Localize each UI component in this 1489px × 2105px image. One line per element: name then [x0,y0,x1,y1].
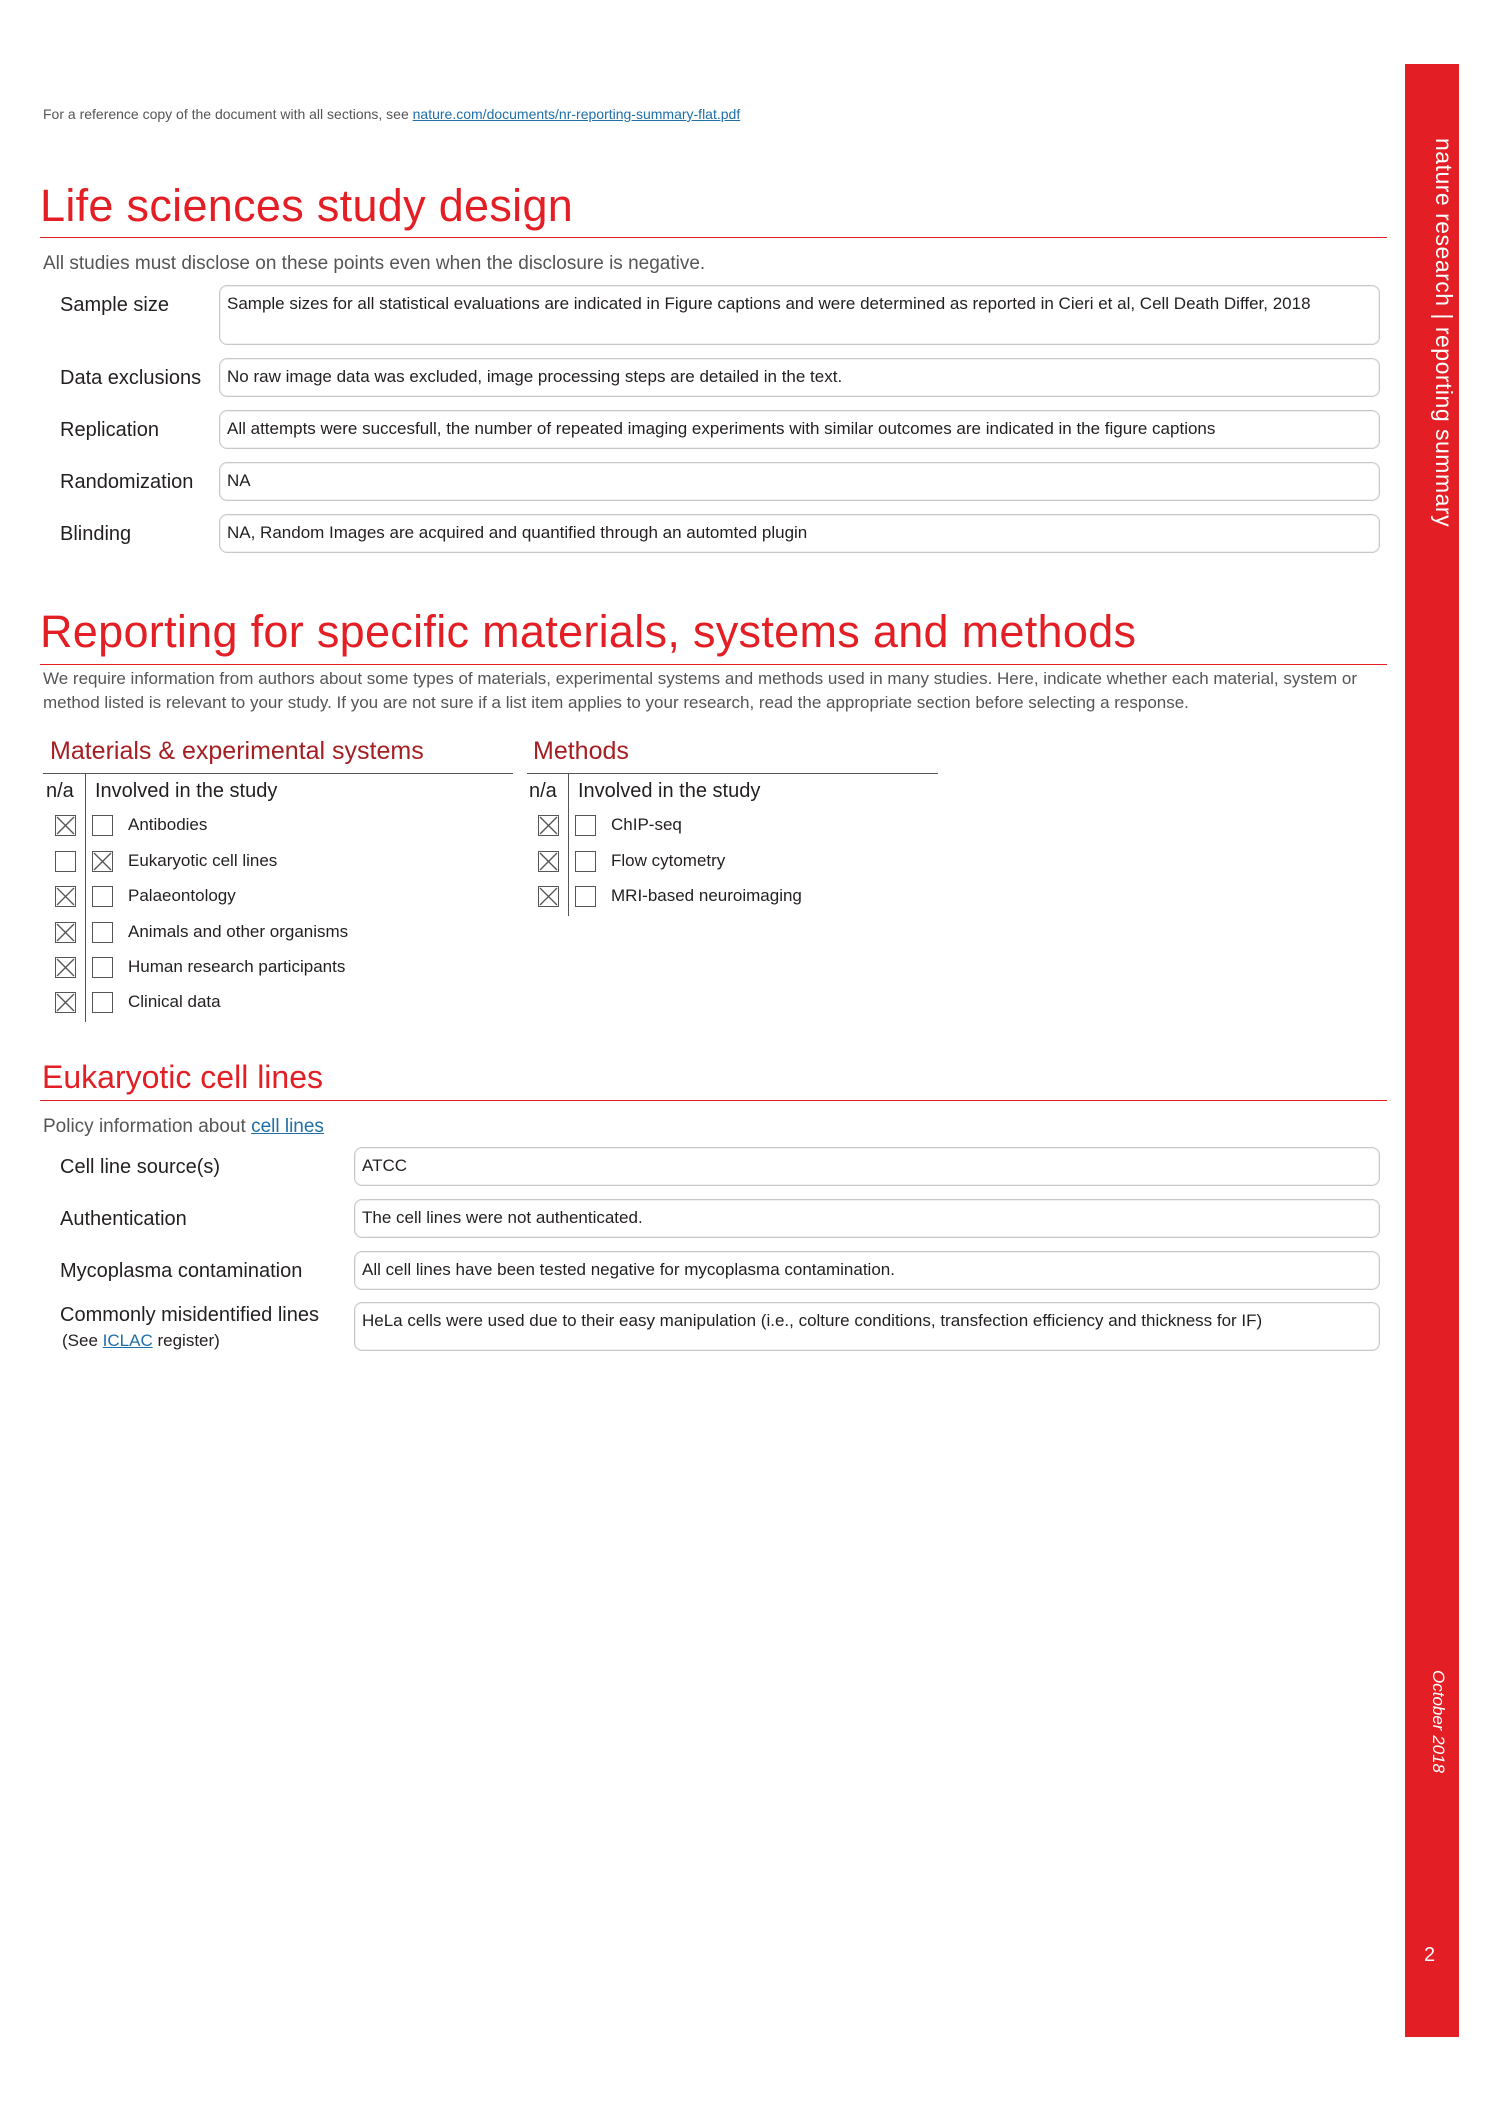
mycoplasma-field[interactable]: All cell lines have been tested negative for mycoplasma contamination. [354,1251,1380,1290]
page-number: 2 [1424,1944,1436,1966]
materials-rule [43,773,513,774]
replication-field[interactable]: All attempts were succesfull, the number of repeated imaging experiments with similar outcomes are indicated in the figure captions [219,410,1380,449]
palaeontology-involved-checkbox[interactable] [92,886,113,907]
authentication-label: Authentication [60,1208,187,1230]
flow-cytometry-na-checkbox[interactable] [538,851,559,872]
reporting-intro: We require information from authors about some types of materials, experimental systems and methods used in many studies. Here, indicate whether each material, system or method listed is relevant to your study. If you are not sure if a list item applies to your research, read the appropriate section before selecting a response. [43,669,1358,712]
antibodies-involved-checkbox[interactable] [92,815,113,836]
palaeontology-label: Palaeontology [128,886,236,905]
mri-label: MRI-based neuroimaging [611,886,802,905]
palaeontology-na-checkbox[interactable] [55,886,76,907]
clinical-data-na-checkbox[interactable] [55,992,76,1013]
chip-seq-involved-checkbox[interactable] [575,815,596,836]
reference-link[interactable]: nature.com/documents/nr-reporting-summary-flat.pdf [412,106,741,122]
flow-cytometry-involved-checkbox[interactable] [575,851,596,872]
mycoplasma-label: Mycoplasma contamination [60,1260,303,1282]
iclac-suffix: register) [157,1331,220,1350]
sample-size-field[interactable]: Sample sizes for all statistical evaluations are indicated in Figure captions and were determined as reported in Cieri et al, Cell Death Differ, 2018 [219,285,1380,345]
clinical-data-label: Clinical data [128,992,221,1011]
life-sciences-title: Life sciences study design [40,180,574,231]
animals-na-checkbox[interactable] [55,922,76,943]
chip-seq-na-checkbox[interactable] [538,815,559,836]
cell-lines-policy-link[interactable]: cell lines [251,1116,324,1137]
reporting-title: Reporting for specific materials, systems and methods [40,606,1137,657]
materials-heading: Materials & experimental systems [50,737,424,765]
clinical-data-involved-checkbox[interactable] [92,992,113,1013]
antibodies-na-checkbox[interactable] [55,815,76,836]
methods-involved-header: Involved in the study [578,780,761,802]
cell-lines-na-checkbox[interactable] [55,851,76,872]
reporting-rule [40,664,1387,665]
materials-na-header: n/a [46,780,74,802]
policy-prefix: Policy information about [43,1116,246,1137]
materials-divider [85,774,86,1022]
data-exclusions-field[interactable]: No raw image data was excluded, image processing steps are detailed in the text. [219,358,1380,397]
cell-lines-item-label: Eukaryotic cell lines [128,851,278,870]
animals-involved-checkbox[interactable] [92,922,113,943]
blinding-label: Blinding [60,523,132,545]
human-participants-label: Human research participants [128,957,346,976]
randomization-label: Randomization [60,471,194,493]
sample-size-label: Sample size [60,294,169,316]
chip-seq-label: ChIP-seq [611,815,682,834]
reference-line [43,106,740,122]
reference-prefix: For a reference copy of the document with all sections, see [43,106,409,122]
title-rule [40,237,1387,238]
randomization-field[interactable]: NA [219,462,1380,501]
flow-cytometry-label: Flow cytometry [611,851,726,870]
materials-involved-header: Involved in the study [95,780,278,802]
methods-na-header: n/a [529,780,557,802]
cell-lines-title: Eukaryotic cell lines [42,1059,323,1095]
misidentified-lines-field[interactable]: HeLa cells were used due to their easy manipulation (i.e., colture conditions, transfection efficiency and thickness for IF) [354,1302,1380,1351]
misidentified-lines-label: Commonly misidentified lines [60,1304,319,1326]
iclac-prefix: (See [62,1331,98,1350]
authentication-field[interactable]: The cell lines were not authenticated. [354,1199,1380,1238]
animals-label: Animals and other organisms [128,922,349,941]
methods-heading: Methods [533,737,629,765]
cell-lines-involved-checkbox[interactable] [92,851,113,872]
human-participants-na-checkbox[interactable] [55,957,76,978]
cell-line-source-label: Cell line source(s) [60,1156,221,1178]
cell-lines-rule [40,1100,1387,1101]
cell-line-source-field[interactable]: ATCC [354,1147,1380,1186]
sidebar-title: nature research | reporting summary [1431,138,1457,528]
mri-involved-checkbox[interactable] [575,886,596,907]
antibodies-label: Antibodies [128,815,208,834]
mri-na-checkbox[interactable] [538,886,559,907]
human-participants-involved-checkbox[interactable] [92,957,113,978]
blinding-field[interactable]: NA, Random Images are acquired and quantified through an automted plugin [219,514,1380,553]
policy-line [43,1116,324,1138]
sidebar-date: October 2018 [1429,1670,1448,1774]
data-exclusions-label: Data exclusions [60,367,202,389]
life-sciences-subtitle: All studies must disclose on these points even when the disclosure is negative. [43,253,706,274]
replication-label: Replication [60,419,159,441]
iclac-link[interactable]: ICLAC [102,1331,153,1350]
iclac-note [62,1331,220,1351]
methods-rule [527,773,938,774]
methods-divider [568,774,569,916]
